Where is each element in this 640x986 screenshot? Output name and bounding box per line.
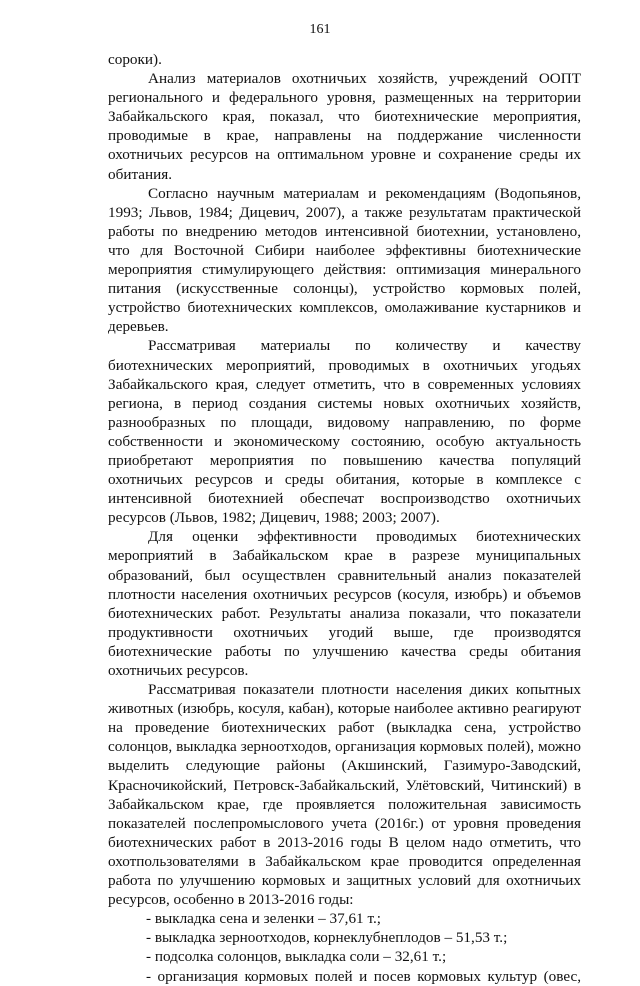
paragraph: Анализ материалов охотничьих хозяйств, учреждений ООПТ регионального и федерального уровня, размещенных на территории Забайкальского края, показал, что биотехнические мероприятия, проводимые в крае, направлены на поддержание численности охотничьих ресурсов на оптимальном уровне и сохранение среды их обитания. (108, 70, 581, 183)
list-item: - выкладка зерноотходов, корнеклубнеплодов – 51,53 т.; (146, 929, 508, 947)
paragraph: Рассматривая показатели плотности населения диких копытных животных (изюбрь, косуля, кабан), которые наиболее активно реагируют на проведение биотехнических работ (выкладка сена, устройство солонцов, выкладка зерноотходов, организация кормовых полей), можно выделить следующие районы (Акшинский, Газимуро-Заводский, Красночикойский, Петровск-Забайкальский, Улётовский, Читинский) в Забайкальском крае, где проявляется положительная зависимость показателей послепромыслового учета (2016г.) от уровня проведения биотехнических работ в 2013-2016 годы В целом надо отметить, что охотпользователями в Забайкальском крае проводится определенная работа по улучшению кормовых и защитных условий для охотничьих ресурсов, особенно в 2013-2016 годы: (108, 681, 581, 909)
page-number: 161 (309, 22, 331, 37)
list-item: - выкладка сена и зеленки – 37,61 т.; (146, 910, 381, 928)
paragraph: Рассматривая материалы по количеству и качеству биотехнических мероприятий, проводимых в охотничьих угодьях Забайкальского края, следует отметить, что в современных условиях региона, в период создания системы новых охотничьих хозяйств, разнообразных по площади, видовому направлению, по форме собственности и экономическому состоянию, особую актуальность приобретают мероприятия по повышению качества популяций охотничьих ресурсов и среды обитания, которые в комплексе с интенсивной биотехнией обеспечат воспроизводство охотничьих ресурсов (Львов, 1982; Дицевич, 1988; 2003; 2007). (108, 337, 581, 527)
paragraph-continuation: сороки). (108, 51, 162, 68)
document-body (108, 50, 581, 986)
list-item: - подсолка солонцов, выкладка соли – 32,61 т.; (146, 948, 447, 966)
list-item: - организация кормовых полей и посев кормовых культур (овес, (146, 967, 581, 985)
paragraph: Для оценки эффективности проводимых биотехнических мероприятий в Забайкальском крае в разрезе муниципальных образований, был осуществлен сравнительный анализ показателей плотности населения охотничьих ресурсов (косуля, изюбрь) и объемов биотехнических работ. Результаты анализа показали, что показатели продуктивности охотничьих угодий выше, где производятся биотехнические работы по улучшению качества среды обитания охотничьих ресурсов. (108, 528, 581, 679)
paragraph: Согласно научным материалам и рекомендациям (Водопьянов, 1993; Львов, 1984; Дицевич, 2007), а также результатам практической работы по внедрению методов интенсивной биотехнии, установлено, что для Восточной Сибири наиболее эффективны биотехнические мероприятия стимулирующего действия: оптимизация минерального питания (искусственные солонцы), устройство кормовых полей, устройство биотехнических комплексов, омолаживание кустарников и деревьев. (108, 184, 581, 336)
